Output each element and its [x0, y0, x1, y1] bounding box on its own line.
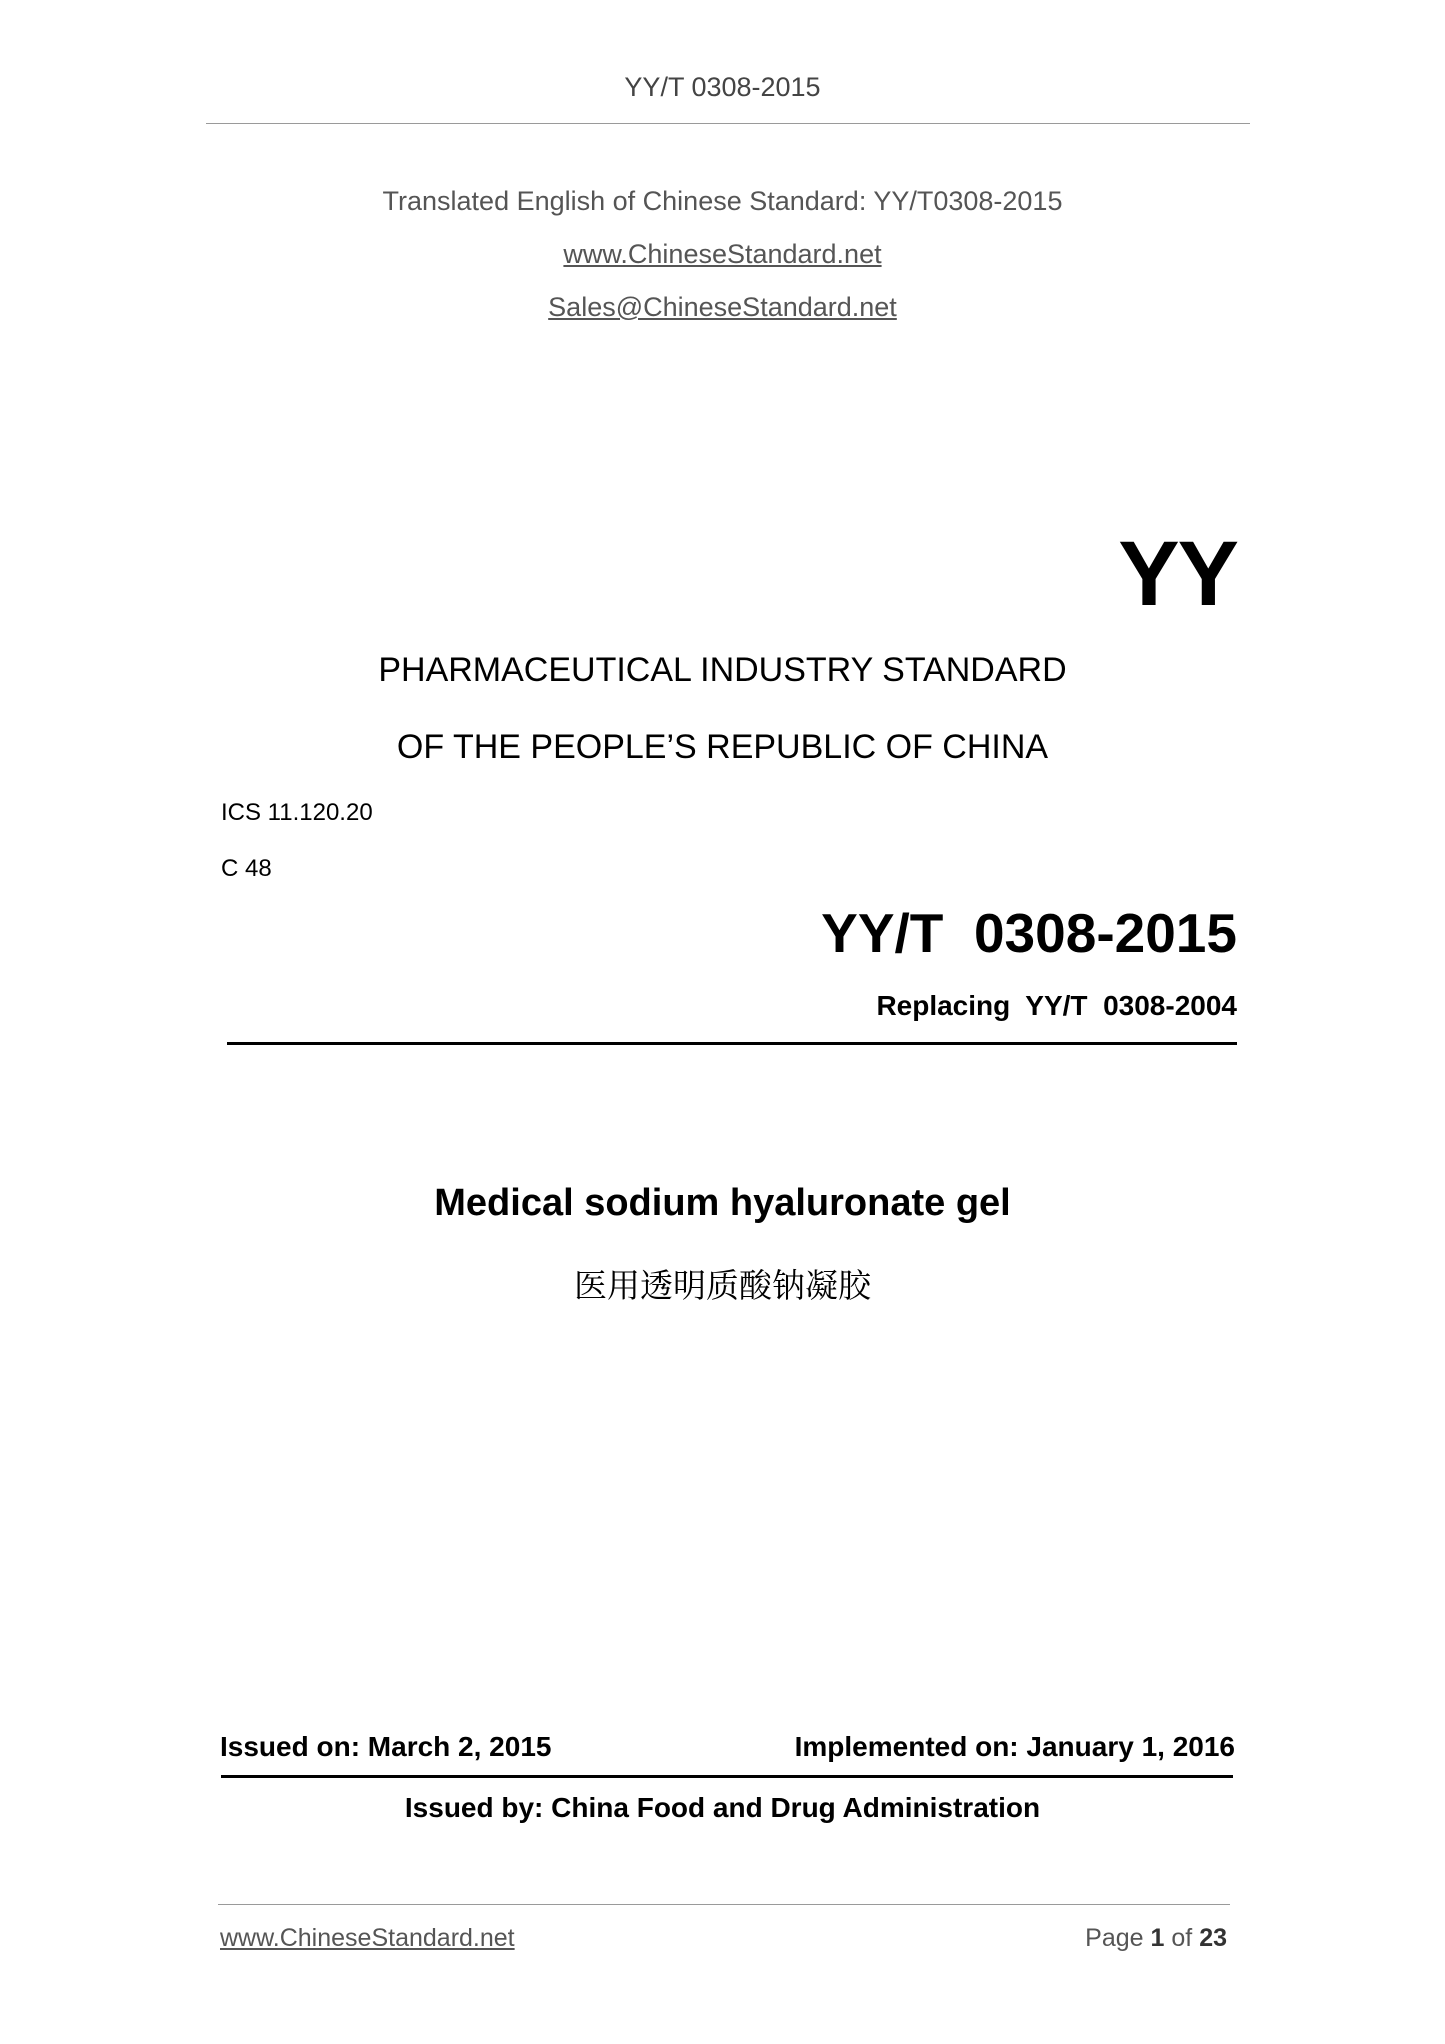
- footer-website-link[interactable]: www.ChineseStandard.net: [220, 1924, 515, 1952]
- website-link[interactable]: www.ChineseStandard.net: [563, 239, 882, 269]
- page-total: 23: [1199, 1924, 1227, 1952]
- website-link-row: [0, 239, 1445, 270]
- dates-divider: [221, 1775, 1233, 1778]
- implemented-on-date: Implemented on: January 1, 2016: [794, 1731, 1235, 1762]
- country-line: OF THE PEOPLE’S REPUBLIC OF CHINA: [396, 728, 1049, 766]
- header-divider: [206, 123, 1250, 124]
- page-label: Page: [1085, 1924, 1144, 1952]
- page-indicator: [1085, 1924, 1227, 1953]
- replacing-standard: Replacing YY/T 0308-2004: [876, 990, 1237, 1021]
- sales-email-link[interactable]: Sales@ChineseStandard.net: [548, 292, 897, 322]
- document-title-chinese: 医用透明质酸钠凝胶: [574, 1266, 871, 1305]
- translated-notice: Translated English of Chinese Standard: YY/T0308-2015: [382, 186, 1063, 216]
- issuing-authority: Issued by: China Food and Drug Administration: [404, 1792, 1041, 1823]
- document-title-english: Medical sodium hyaluronate gel: [434, 1182, 1011, 1224]
- page-of-label: of: [1171, 1924, 1193, 1952]
- ics-code: ICS 11.120.20: [221, 799, 373, 826]
- running-header: YY/T 0308-2015: [624, 72, 821, 102]
- standard-number: YY/T 0308-2015: [821, 902, 1237, 964]
- issued-on-date: Issued on: March 2, 2015: [220, 1731, 552, 1762]
- footer-divider: [218, 1904, 1230, 1905]
- industry-standard-line: PHARMACEUTICAL INDUSTRY STANDARD: [378, 651, 1067, 689]
- page-current: 1: [1150, 1924, 1165, 1952]
- title-divider: [227, 1042, 1237, 1045]
- ccs-code: C 48: [221, 855, 272, 882]
- standard-category-mark: YY: [1118, 523, 1237, 625]
- sales-email-row: [0, 292, 1445, 323]
